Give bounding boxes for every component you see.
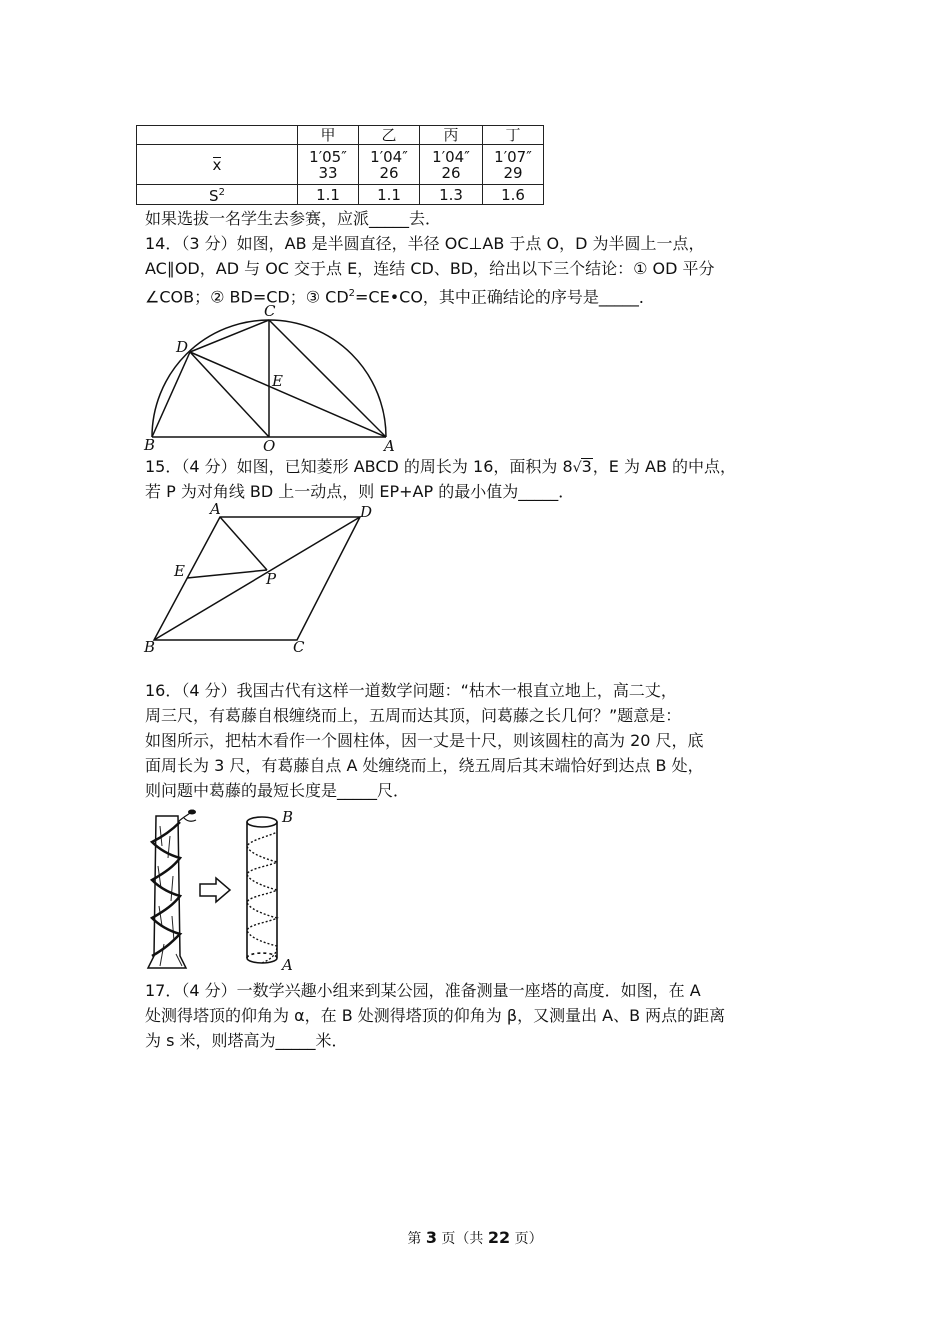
q17-line3: 为 s 米，则塔高为_____米． — [145, 1031, 348, 1050]
table-header-cell: 丙 — [420, 126, 483, 145]
table-cell: 1.1 — [359, 185, 420, 205]
right-arrow-icon — [200, 878, 230, 902]
label-b: B — [282, 808, 294, 826]
table-row-label-x: x — [137, 145, 298, 185]
table-cell: 1′05″ 33 — [298, 145, 359, 185]
label-b: B — [144, 436, 156, 454]
q16-line3: 如图所示，把枯木看作一个圆柱体，因一丈是十尺，则该圆柱的高为 20 尺，底 — [145, 731, 704, 750]
rhombus-figure — [140, 500, 380, 660]
cylinder-diagram — [247, 817, 277, 963]
label-e: E — [272, 372, 283, 390]
label-a: A — [210, 500, 221, 518]
footer-page-number: 3 — [425, 1228, 437, 1247]
label-o: O — [263, 437, 276, 454]
label-b: B — [144, 638, 156, 656]
q13-tail: 如果选拔一名学生去参赛，应派_____去． — [145, 209, 442, 228]
q14-line2: AC∥OD，AD 与 OC 交于点 E，连结 CD、BD，给出以下三个结论：① OD 平分 — [145, 259, 715, 278]
segment-db — [152, 352, 190, 437]
table-cell: 1′04″ 26 — [359, 145, 420, 185]
segment-ep — [187, 570, 267, 578]
vine-cylinder-figure — [140, 806, 310, 976]
table-header-cell: 乙 — [359, 126, 420, 145]
table-cell: 1.1 — [298, 185, 359, 205]
q14-line1: 14．（3 分）如图，AB 是半圆直径，半径 OC⊥AB 于点 O，D 为半圆上一点， — [145, 234, 705, 253]
q16-line4: 面周长为 3 尺，有葛藤自点 A 处缠绕而上，绕五周后其末端恰好到达点 B 处， — [145, 756, 704, 775]
table-header-cell: 丁 — [483, 126, 544, 145]
table-cell: 1.3 — [420, 185, 483, 205]
segment-ap — [220, 517, 267, 570]
q17-line2: 处测得塔顶的仰角为 α，在 B 处测得塔顶的仰角为 β，又测量出 A、B 两点的距离 — [145, 1006, 726, 1025]
q15-line1: 15．（4 分）如图，已知菱形 ABCD 的周长为 16，面积为 8√3，E 为 AB 的中点， — [145, 457, 737, 476]
q16-line2: 周三尺，有葛藤自根缠绕而上，五周而达其顶，问葛藤之长几何？”题意是： — [145, 706, 682, 725]
semicircle-figure — [140, 302, 410, 454]
label-d: D — [360, 503, 373, 521]
table-header-cell: 甲 — [298, 126, 359, 145]
label-c: C — [264, 302, 276, 320]
label-a: A — [282, 956, 293, 974]
segment-do — [190, 352, 269, 437]
q16-line1: 16．（4 分）我国古代有这样一道数学问题：“枯木一根直立地上，高二丈， — [145, 681, 677, 700]
q16-line5: 则问题中葛藤的最短长度是_____尺． — [145, 781, 410, 800]
label-a: A — [384, 437, 395, 454]
label-c: C — [293, 638, 305, 656]
segment-dc — [190, 320, 269, 352]
footer-total-pages: 22 — [487, 1228, 511, 1247]
page-footer: 第 3 页（共 22 页） — [407, 1228, 543, 1247]
segment-da — [190, 352, 386, 437]
label-e: E — [174, 562, 185, 580]
q17-line1: 17．（4 分）一数学兴趣小组来到某公园，准备测量一座塔的高度．如图，在 A — [145, 981, 701, 1000]
stats-table — [136, 125, 544, 205]
table-cell: 1′07″ 29 — [483, 145, 544, 185]
q15-line2: 若 P 为对角线 BD 上一动点，则 EP+AP 的最小值为_____． — [145, 482, 575, 501]
label-p: P — [266, 570, 277, 588]
q14-line3: ∠COB；② BD=CD；③ $CD^2=CE•CO$，其中正确结论的序号是_____． — [145, 287, 655, 307]
table-row-label-s2: $S^2$ — [137, 185, 298, 205]
table-corner — [137, 126, 298, 145]
tree-trunk-image — [148, 810, 196, 969]
label-d: D — [176, 338, 189, 356]
table-cell: 1.6 — [483, 185, 544, 205]
segment-ca — [269, 320, 386, 437]
table-cell: 1′04″ 26 — [420, 145, 483, 185]
